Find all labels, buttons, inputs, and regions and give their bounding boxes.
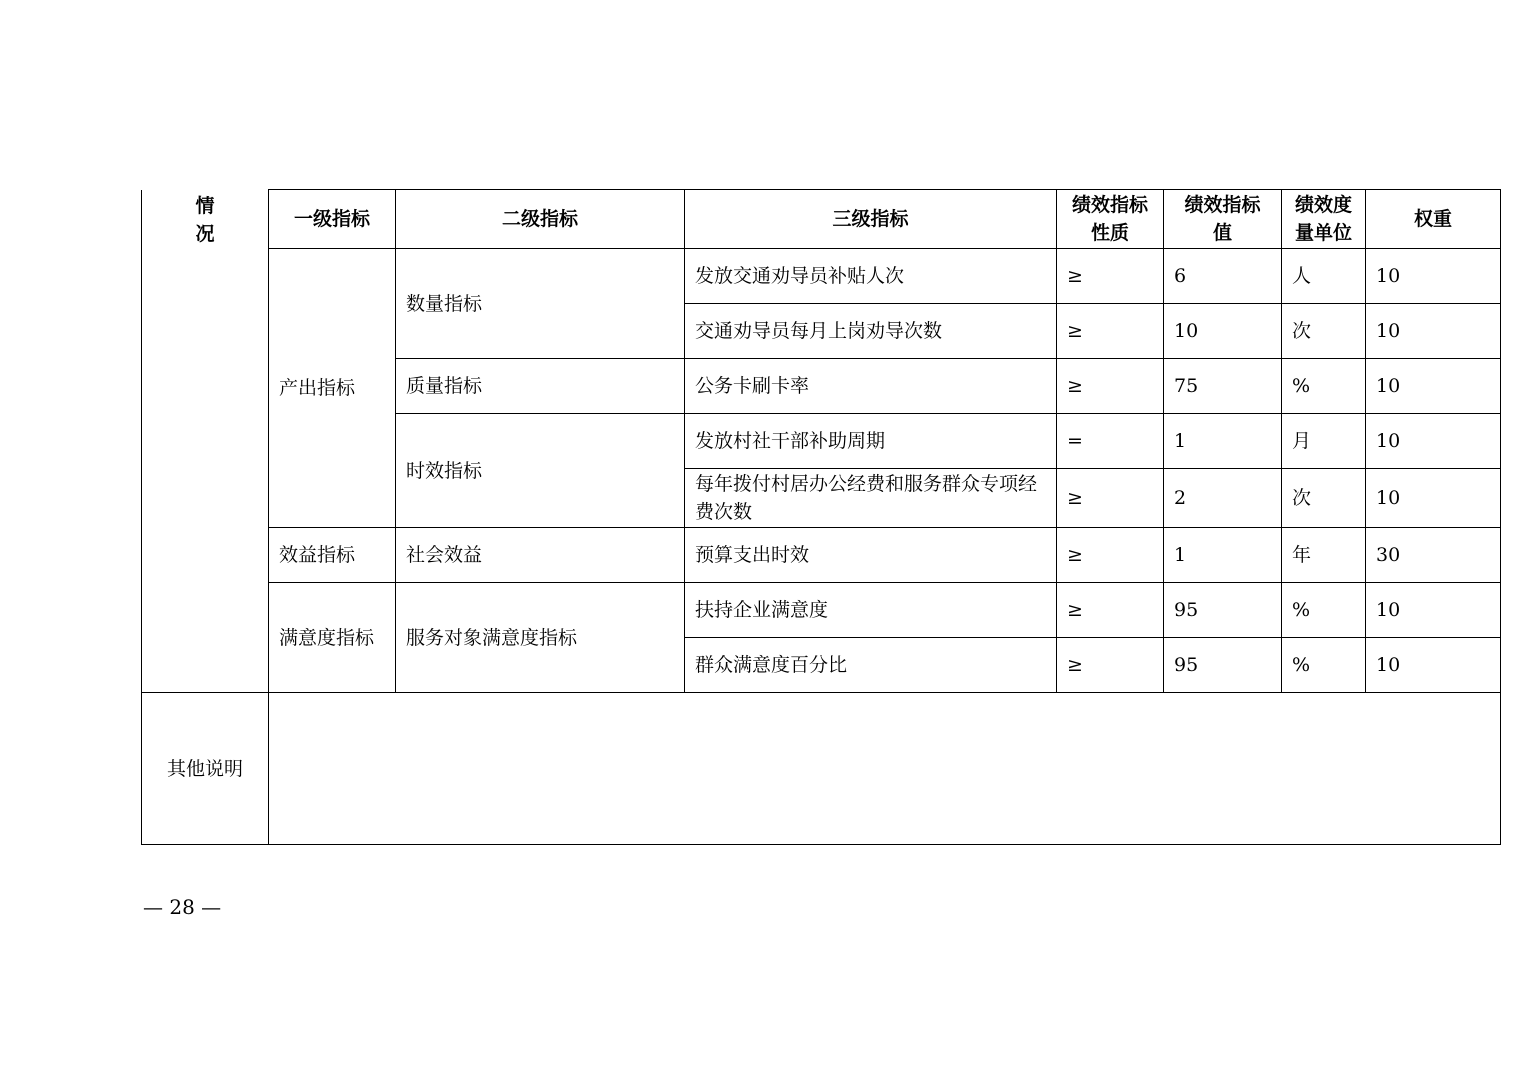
indicator-weight: 10	[1366, 249, 1501, 304]
group-output: 产出指标	[269, 249, 396, 528]
page-number: — 28 —	[143, 895, 222, 919]
indicator-name: 群众满意度百分比	[685, 638, 1057, 693]
header-level1: 一级指标	[269, 190, 396, 249]
indicator-name: 交通劝导员每月上岗劝导次数	[685, 304, 1057, 359]
subgroup-quantity: 数量指标	[396, 249, 685, 359]
indicator-name: 预算支出时效	[685, 528, 1057, 583]
indicator-nature: ≥	[1057, 528, 1164, 583]
indicator-weight: 10	[1366, 414, 1501, 469]
subgroup-social: 社会效益	[396, 528, 685, 583]
performance-indicator-table	[141, 189, 1501, 845]
indicator-value: 95	[1164, 638, 1282, 693]
header-level3: 三级指标	[685, 190, 1057, 249]
indicator-nature: ≥	[1057, 469, 1164, 528]
indicator-name: 扶持企业满意度	[685, 583, 1057, 638]
indicator-name: 公务卡刷卡率	[685, 359, 1057, 414]
indicator-nature: ≥	[1057, 249, 1164, 304]
indicator-name: 每年拨付村居办公经费和服务群众专项经费次数	[685, 469, 1057, 528]
indicator-unit: %	[1282, 638, 1366, 693]
subgroup-timeliness: 时效指标	[396, 414, 685, 528]
group-benefit: 效益指标	[269, 528, 396, 583]
other-notes-label: 其他说明	[142, 693, 269, 845]
indicator-name: 发放交通劝导员补贴人次	[685, 249, 1057, 304]
indicator-nature: ≥	[1057, 583, 1164, 638]
indicator-unit: 月	[1282, 414, 1366, 469]
header-value: 绩效指标 值	[1164, 190, 1282, 249]
table-row	[142, 249, 1501, 304]
indicator-value: 75	[1164, 359, 1282, 414]
indicator-weight: 10	[1366, 304, 1501, 359]
table-row	[142, 528, 1501, 583]
indicator-weight: 30	[1366, 528, 1501, 583]
header-row	[142, 190, 1501, 249]
header-weight: 权重	[1366, 190, 1501, 249]
indicator-unit: 人	[1282, 249, 1366, 304]
indicator-value: 6	[1164, 249, 1282, 304]
indicator-nature: ≥	[1057, 304, 1164, 359]
subgroup-service: 服务对象满意度指标	[396, 583, 685, 693]
header-unit: 绩效度 量单位	[1282, 190, 1366, 249]
indicator-name: 发放村社干部补助周期	[685, 414, 1057, 469]
other-notes-value	[269, 693, 1501, 845]
header-level2: 二级指标	[396, 190, 685, 249]
indicator-unit: 次	[1282, 304, 1366, 359]
indicator-unit: %	[1282, 359, 1366, 414]
indicator-nature: ≥	[1057, 359, 1164, 414]
side-label: 情 况	[142, 190, 269, 693]
group-satisfaction: 满意度指标	[269, 583, 396, 693]
indicator-weight: 10	[1366, 638, 1501, 693]
indicator-value: 95	[1164, 583, 1282, 638]
indicator-weight: 10	[1366, 583, 1501, 638]
indicator-value: 1	[1164, 414, 1282, 469]
table-row	[142, 583, 1501, 638]
indicator-weight: 10	[1366, 359, 1501, 414]
other-notes-row	[142, 693, 1501, 845]
indicator-nature: =	[1057, 414, 1164, 469]
indicator-nature: ≥	[1057, 638, 1164, 693]
indicator-value: 10	[1164, 304, 1282, 359]
indicator-weight: 10	[1366, 469, 1501, 528]
indicator-value: 1	[1164, 528, 1282, 583]
header-nature: 绩效指标 性质	[1057, 190, 1164, 249]
subgroup-quality: 质量指标	[396, 359, 685, 414]
indicator-unit: 年	[1282, 528, 1366, 583]
indicator-unit: %	[1282, 583, 1366, 638]
indicator-value: 2	[1164, 469, 1282, 528]
indicator-unit: 次	[1282, 469, 1366, 528]
